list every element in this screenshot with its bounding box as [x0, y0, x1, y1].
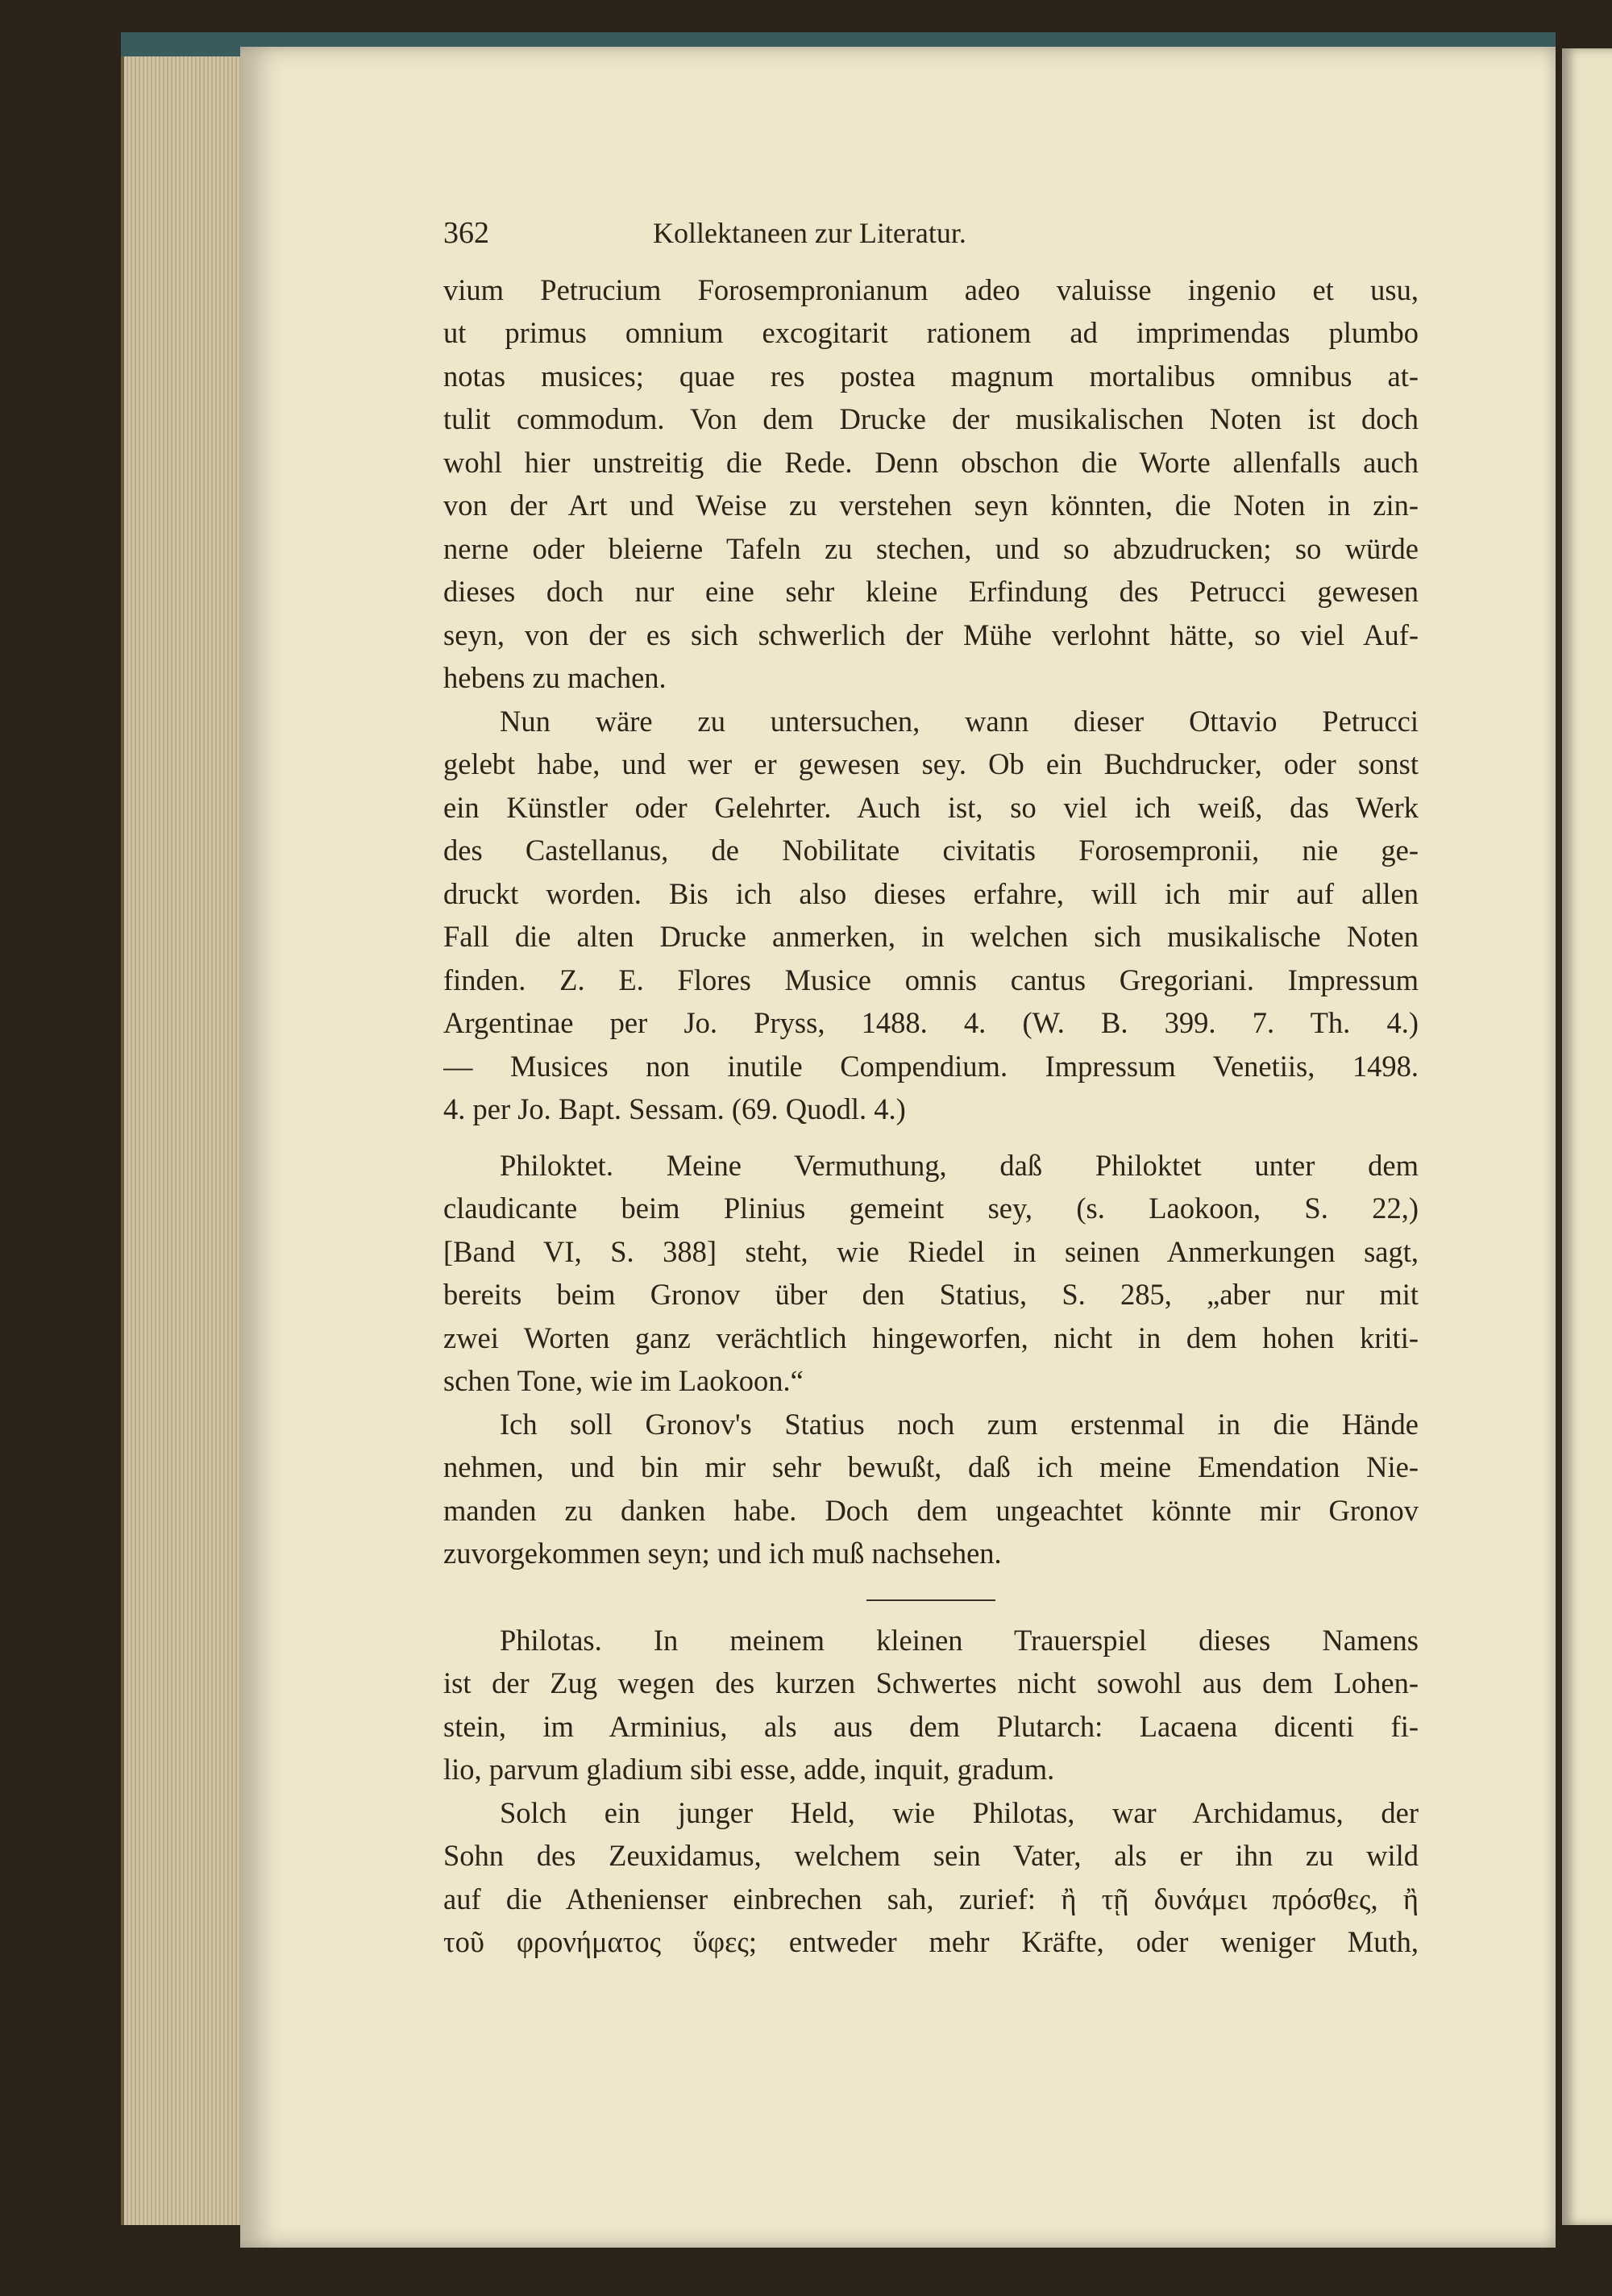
text-line: seyn, von der es sich schwerlich der Mühe verlohnt hätte, so viel Auf- — [443, 618, 1419, 651]
text-line: lio, parvum gladium sibi esse, adde, inquit, gradum. — [443, 1753, 1055, 1786]
text-line: des Castellanus, de Nobilitate civitatis Forosempronii, nie ge- — [443, 834, 1419, 867]
text-line: Solch ein junger Held, wie Philotas, war Archidamus, der — [500, 1795, 1419, 1829]
text-line: ein Künstler oder Gelehrter. Auch ist, so viel ich weiß, das Werk — [443, 790, 1419, 824]
book-page — [240, 47, 1556, 2248]
text-line: nehmen, und bin mir sehr bewußt, daß ich meine Emendation Nie- — [443, 1450, 1419, 1483]
page-number: 362 — [443, 216, 489, 250]
text-line: dieses doch nur eine sehr kleine Erfindung des Petrucci gewesen — [443, 575, 1419, 608]
text-line: Argentinae per Jo. Pryss, 1488. 4. (W. B. 399. 7. Th. 4.) — [443, 1006, 1419, 1039]
text-line: gelebt habe, und wer er gewesen sey. Ob ein Buchdrucker, oder sonst — [443, 747, 1419, 780]
text-line: claudicante beim Plinius gemeint sey, (s. Laokoon, S. 22,) — [443, 1192, 1419, 1225]
text-line: hebens zu machen. — [443, 661, 667, 694]
entry-philoktet: Philoktet. Meine Vermuthung, daß Philoktet unter dem — [500, 1148, 1419, 1182]
entry-philotas: Philotas. In meinem kleinen Trauerspiel dieses Namens — [500, 1623, 1419, 1657]
text-line: tulit commodum. Von dem Drucke der musikalischen Noten ist doch — [443, 402, 1419, 435]
text-line: ist der Zug wegen des kurzen Schwertes nicht sowohl aus dem Lohen- — [443, 1666, 1419, 1699]
text-line: stein, im Arminius, als aus dem Plutarch: Lacaena dicenti fi- — [443, 1709, 1419, 1743]
text-line: Ich soll Gronov's Statius noch zum erstenmal in die Hände — [500, 1407, 1419, 1441]
text-line: wohl hier unstreitig die Rede. Denn obschon die Worte allenfalls auch — [443, 445, 1419, 479]
text-line: finden. Z. E. Flores Musice omnis cantus Gregoriani. Impressum — [443, 963, 1419, 996]
text-line: nerne oder bleierne Tafeln zu stechen, und so abzudrucken; so würde — [443, 531, 1419, 565]
text-line: τοῦ φρονήματος ὕφες; entweder mehr Kräfte, oder weniger Muth, — [443, 1925, 1419, 1958]
text-line: auf die Athenienser einbrechen sah, zurief: ἢ τῇ δυνάμει πρόσθες, ἢ — [443, 1882, 1419, 1915]
text-line: 4. per Jo. Bapt. Sessam. (69. Quodl. 4.) — [443, 1092, 906, 1125]
text-line: Nun wäre zu untersuchen, wann dieser Ottavio Petrucci — [500, 704, 1419, 738]
text-line: manden zu danken habe. Doch dem ungeachtet könnte mir Gronov — [443, 1493, 1419, 1527]
text-line: [Band VI, S. 388] steht, wie Riedel in seinen Anmerkungen sagt, — [443, 1234, 1419, 1268]
text-line: von der Art und Weise zu verstehen seyn könnten, die Noten in zin- — [443, 489, 1419, 522]
text-line: zuvorgekommen seyn; und ich muß nachsehen. — [443, 1537, 1002, 1570]
text-line: vium Petrucium Forosempronianum adeo valuisse ingenio et usu, — [443, 272, 1419, 306]
text-line: schen Tone, wie im Laokoon.“ — [443, 1364, 804, 1397]
text-line: bereits beim Gronov über den Statius, S. 285, „aber nur mit — [443, 1278, 1419, 1311]
text-line: Fall die alten Drucke anmerken, in welchen sich musikalische Noten — [443, 920, 1419, 953]
section-divider — [866, 1599, 995, 1601]
page-header — [443, 212, 1419, 256]
text-line: Sohn des Zeuxidamus, welchem sein Vater, als er ihn zu wild — [443, 1839, 1419, 1872]
text-line: druckt worden. Bis ich also dieses erfahre, will ich mir auf allen — [443, 876, 1419, 910]
text-line: notas musices; quae res postea magnum mortalibus omnibus at- — [443, 359, 1419, 393]
text-line: — Musices non inutile Compendium. Impressum Venetiis, 1498. — [443, 1049, 1419, 1083]
text-line: ut primus omnium excogitarit rationem ad imprimendas plumbo — [443, 316, 1419, 349]
running-head: Kollektaneen zur Literatur. — [653, 217, 966, 249]
facing-page-edge — [1562, 48, 1612, 2225]
text-line: zwei Worten ganz verächtlich hingeworfen, nicht in dem hohen kriti- — [443, 1321, 1419, 1354]
page-block-edge — [121, 56, 253, 2225]
page-text — [443, 212, 1419, 1964]
